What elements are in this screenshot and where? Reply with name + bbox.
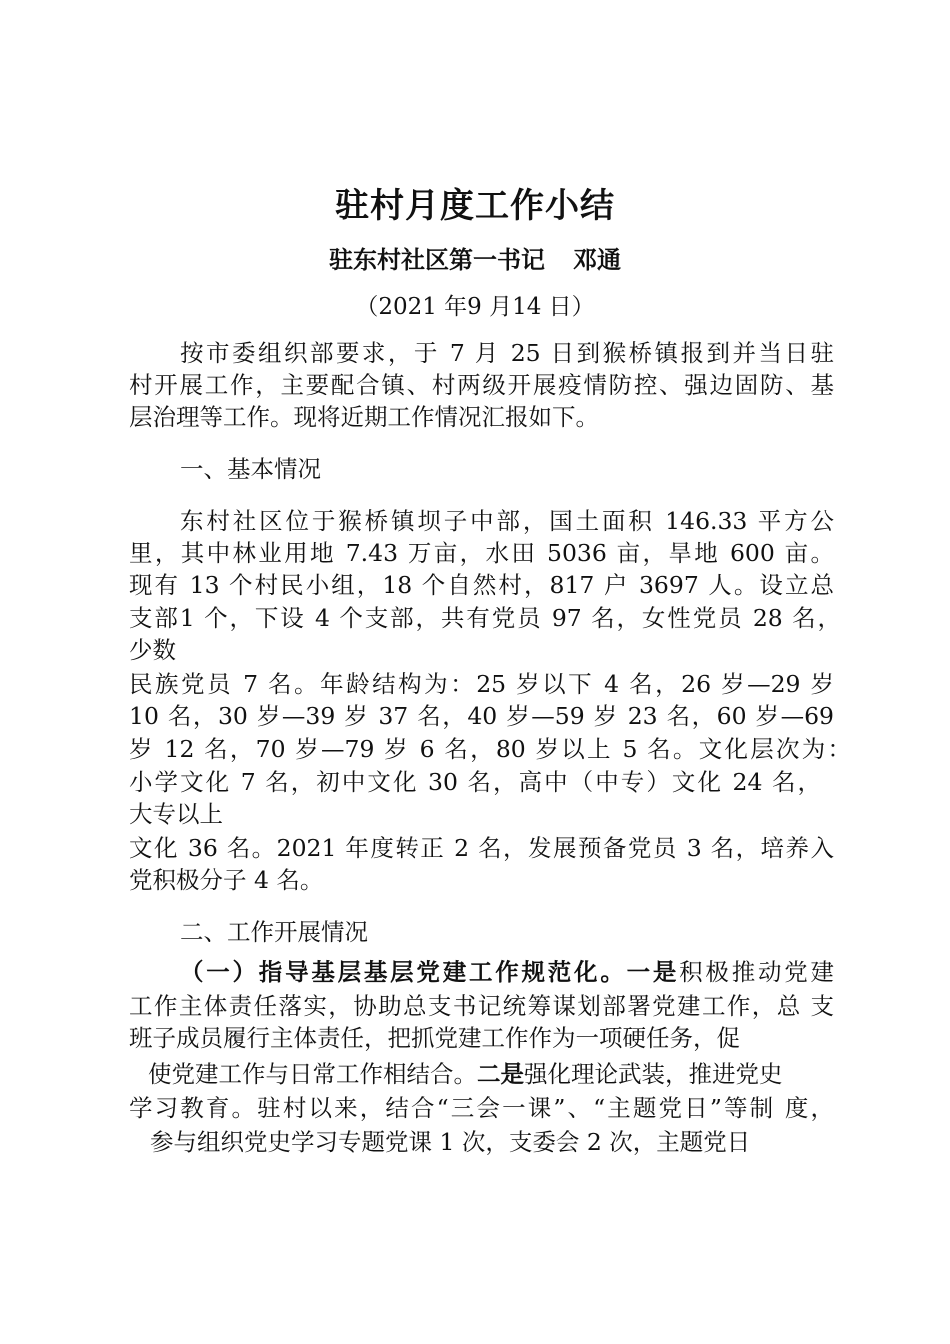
body-line: 少数 (129, 636, 176, 664)
body-line: 班子成员履行主体责任，把抓党建工作作为一项硬任务，促 (129, 1024, 740, 1052)
intro-line: 按市委组织部要求，于 7 月 25 日到猴桥镇报到并当日驻 (180, 339, 834, 367)
body-line: 现有 13 个村民小组，18 个自然村，817 户 3697 人。设立总 (129, 571, 834, 599)
second-marker: 二是 (477, 1060, 524, 1088)
body-line: 民族党员 7 名。年龄结构为：25 岁以下 4 名，26 岁—29 岁 (129, 670, 834, 698)
section-heading: 二、工作开展情况 (180, 918, 368, 946)
body-line: 小学文化 7 名，初中文化 30 名，高中（中专）文化 24 名， (129, 768, 821, 796)
section-heading: 一、基本情况 (180, 455, 321, 483)
author-name: 邓通 (573, 246, 621, 274)
body-line: 工作主体责任落实，协助总支书记统筹谋划部署党建工作，总 支 (129, 992, 834, 1020)
body-line: 使党建工作与日常工作相结合。二是强化理论武装，推进党史 (148, 1060, 783, 1088)
first-marker: 一是 (626, 958, 680, 986)
document-author (0, 240, 950, 275)
body-line: 大专以上 (129, 800, 223, 828)
intro-line: 层治理等工作。现将近期工作情况汇报如下。 (129, 403, 599, 431)
body-line: 党积极分子 4 名。 (129, 866, 324, 894)
author-role: 驻东村社区第一书记 (329, 246, 545, 274)
body-line: 里，其中林业用地 7.43 万亩，水田 5036 亩，旱地 600 亩。 (129, 539, 834, 567)
body-line: 东村社区位于猴桥镇坝子中部，国土面积 146.33 平方公 (180, 507, 834, 535)
body-line: （一）指导基层基层党建工作规范化。一是积极推动党建 (180, 958, 835, 986)
body-line: 岁 12 名，70 岁—79 岁 6 名，80 岁以上 5 名。文化层次为： (129, 735, 851, 763)
subsection-heading: （一）指导基层基层党建工作规范化。 (180, 958, 627, 986)
body-line: 文化 36 名。2021 年度转正 2 名，发展预备党员 3 名，培养入 (129, 834, 834, 862)
body-line: 学习教育。驻村以来，结合“三会一课”、“主题党日”等制 度， (129, 1094, 834, 1122)
document-title: 驻村月度工作小结 (335, 186, 615, 226)
intro-line: 村开展工作，主要配合镇、村两级开展疫情防控、强边固防、基 (129, 371, 834, 399)
body-line: 支部1 个，下设 4 个支部，共有党员 97 名，女性党员 28 名， (129, 604, 841, 632)
body-line: 参与组织党史学习专题党课 1 次，支委会 2 次，主题党日 (150, 1128, 751, 1156)
body-line: 10 名，30 岁—39 岁 37 名，40 岁—59 岁 23 名，60 岁—69 (129, 702, 834, 730)
document-date: （2021 年9 月14 日） (355, 294, 595, 320)
